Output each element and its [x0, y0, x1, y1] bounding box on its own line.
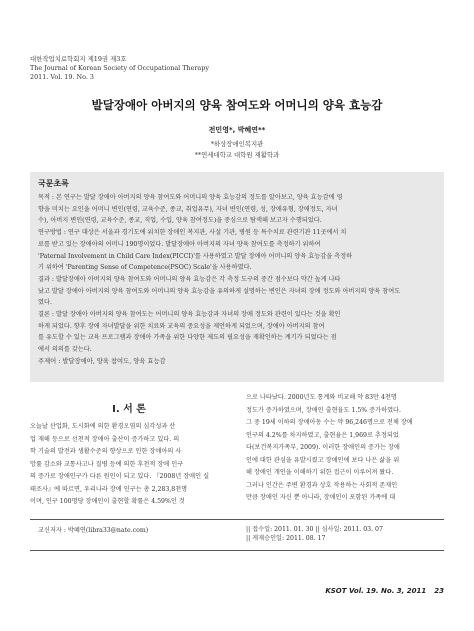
accepted-date: || 게재승인일: 2011. 08. 17: [246, 535, 326, 542]
abstract-line: 났고 발달 장애아 아버지의 양육 참여도와 어머니의 양육 효능감을 유의하게 설명하는 변인은 자녀의 장애 정도와 아버지의 양육 참여도: [38, 287, 401, 295]
paper-title: 발달장애아 아버지의 양육 참여도와 어머니의 양육 효능감: [91, 98, 383, 112]
section-title: Ⅰ. 서 론: [112, 404, 146, 415]
received-date: || 접수일: 2011. 01. 30 || 심사일: 2011. 03. 07: [246, 526, 383, 533]
keywords: 주제어 : 발달장애아, 양육 참여도, 양육 효능감: [38, 358, 166, 365]
page-number: 23: [434, 587, 444, 595]
affiliation-1: *하상장애인복지관: [210, 140, 264, 148]
journal-english-name: The Journal of Korean Society of Occupational Therapy: [30, 64, 209, 72]
journal-reference: KSOT Vol. 19. No. 3, 2011: [325, 587, 427, 595]
body-column-left: [30, 400, 228, 509]
footer-rule-top: [30, 519, 444, 520]
body-text-line: 으로 나타났다. 2000년도 통계와 비교해 약 83만 4천명: [246, 394, 397, 401]
body-text-line: 그 중 19세 이하의 장애아동 수는 약 96,246명으로 전체 장애: [246, 419, 413, 426]
abstract-line: 기 위하여 'Parenting Sense of Competence(PSOC) Scale'을 사용하였다.: [38, 264, 252, 272]
body-text-line: 학 기술의 발전과 생활수준의 향상으로 인한 장애아의 사: [30, 448, 182, 455]
journal-volume: 2011. Vol. 19. No. 3: [30, 73, 94, 81]
submission-dates: [246, 525, 383, 543]
body-text-line: 만큼 장애인 자신 뿐 아니라, 장애인이 포함된 가족에 대: [246, 494, 396, 501]
body-text-line: 오늘날 산업화, 도시화에 의한 환경오염의 심각성과 산: [30, 423, 176, 430]
body-text-line: 인에 대한 관심을 유발시켰고 장애인에 보다 나은 삶을 위: [246, 456, 400, 464]
journal-header: [30, 55, 209, 82]
abstract-line: 향을 미치는 요인을 어머니 변인(연령, 교육수준, 종교, 취업유무), 자녀 변인(연령, 성, 장애유형, 장애정도, 자녀: [38, 205, 338, 213]
body-text-line: 이며, 인구 100명당 장애인이 출현할 확률은 4.59%인 것: [30, 498, 185, 505]
corresponding-author: 교신저자 : 박혜연(libra33@nate.com): [38, 527, 149, 534]
abstract-line: 연구방법 : 연구 대상은 서울과 경기도에 위치한 장애인 복지관, 사설 기관, 병원 등 특수치료 관련기관 11곳에서 치: [38, 229, 347, 237]
abstract-line: 결과 : 발달장애아 아버지의 양육 참여도와 어머니의 양육 효능감은 각 측정 도구의 중간 점수보다 약간 높게 나타: [38, 275, 341, 283]
abstract-line: 였다.: [38, 299, 52, 307]
journal-korean-name: 대한작업치료학회지 제19권 제3호: [30, 55, 127, 63]
abstract-box: [30, 172, 444, 382]
abstract-line: 목적 : 본 연구는 발달 장애아 아버지의 양육 참여도와 어머니의 양육 효능감의 정도를 알아보고, 양육 효능감에 영: [38, 194, 343, 201]
body-text-line: 업 재해 등으로 선천적 장애아 출산이 증가하고 있다. 의: [30, 435, 180, 443]
abstract-heading: 국문초록: [38, 179, 69, 188]
body-text-line: 정도가 증가하였으며, 장애인 출현율도 1.5% 증가하였다.: [246, 406, 402, 414]
body-text-line: 해 장애인 개인을 이해하기 위한 접근이 이루어져 왔다.: [246, 469, 394, 476]
footer-rule-bottom: [30, 550, 444, 551]
body-column-right: [246, 392, 444, 505]
abstract-line: 'Paternal Involvement in Child Care Index(PICCI)'를 사용하였고 발달 장애아 어머니의 양육 효능감을 측정하: [38, 252, 353, 260]
abstract-line: 를 유도할 수 있는 교육 프로그램과 장애아 가족을 위한 다양한 제도의 필요성을 재확인하는 계기가 되었다는 점: [38, 334, 337, 342]
body-text-line: 다(보건복지가족부, 2009). 이러한 장애인의 증가는 장애: [246, 444, 400, 451]
body-text-line: 의 증가로 장애인구가 다른 원인이 되고 있다. 『2008년 장애인 실: [30, 473, 210, 480]
body-text-line: 망률 감소와 교통사고나 질병 등에 의한 후천적 장애 인구: [30, 460, 184, 468]
body-text-line: 인구의 4.2%를 차지하였고, 출현율은 1,969로 추정되었: [246, 431, 399, 439]
abstract-line: 결론 : 발달 장애아 아버지의 양육 참여도는 어머니의 양육 효능감과 자녀의 장애 정도와 관련이 있다는 것을 확인: [38, 311, 341, 319]
paper-authors: 전민영*, 박혜연**: [208, 126, 266, 134]
abstract-line: 에서 의의를 갖는다.: [38, 346, 92, 354]
affiliation-2: **연세대학교 대학원 재활학과: [194, 151, 280, 159]
body-text-line: 그러나 인간은 주변 환경과 상호 작용하는 사회적 존재인: [246, 481, 398, 489]
body-text-line: 태조사』에 따르면, 우리나라 장애 인구는 총 2,283,8천명: [30, 485, 188, 493]
abstract-line: 하게 되었다. 향후 장애 자녀발달을 위한 치료와 교육의 중요성을 제언하게 되었으며, 장애아 아버지의 참여: [38, 322, 325, 330]
page-footer: [325, 587, 444, 595]
abstract-line: 료를 받고 있는 장애아의 어머니 190명이었다. 발달장애아 아버지의 자녀 양육 참여도를 측정하기 위하여: [38, 240, 321, 248]
abstract-line: 수), 아버지 변인(연령, 교육수준, 종교, 직업, 수입, 양육 참여정도)을 중심으로 탐색해 보고자 수행되었다.: [38, 217, 322, 225]
abstract-body: [38, 192, 436, 356]
